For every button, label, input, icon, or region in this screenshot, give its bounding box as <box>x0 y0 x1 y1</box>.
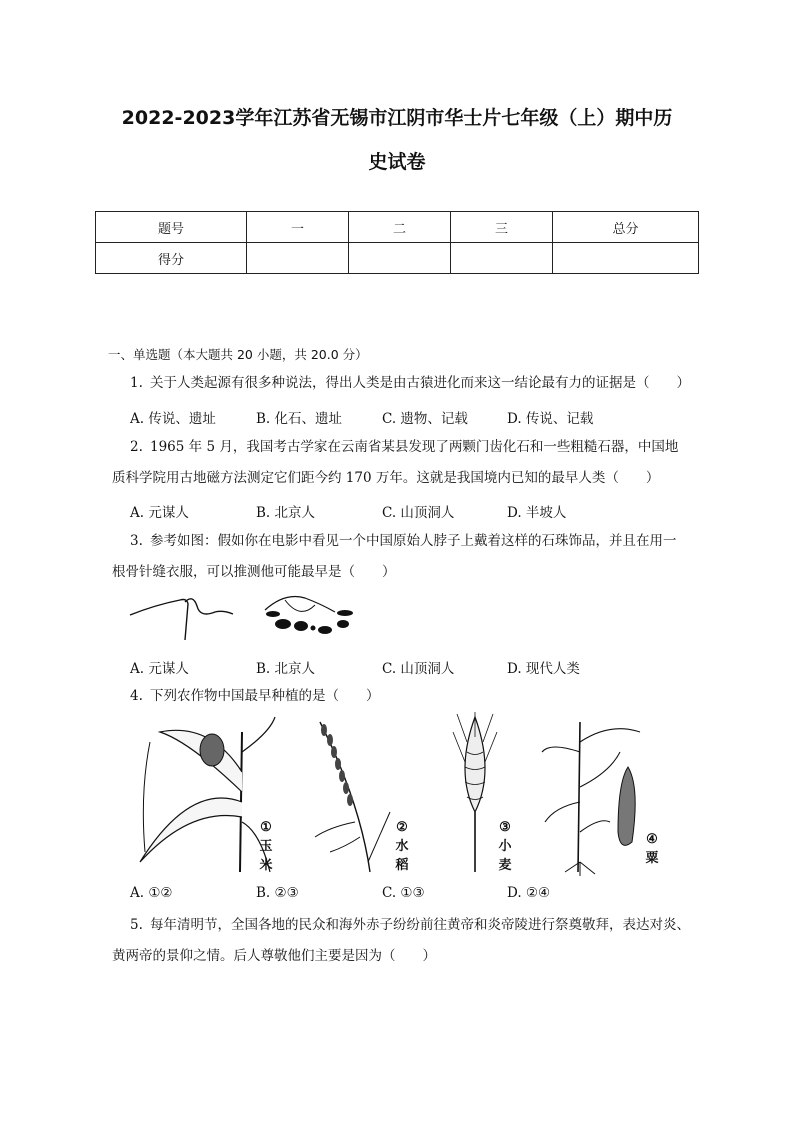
score-cell: 总分 <box>553 212 699 243</box>
question-text: 黄两帝的景仰之情。后人尊敬他们主要是因为（ ） <box>112 948 436 964</box>
plant-label-4 <box>644 830 660 868</box>
option-c: C. 山顶洞人 <box>382 661 455 677</box>
option-b: B. ②③ <box>256 885 299 901</box>
score-cell: 三 <box>451 212 553 243</box>
section-title: 一、单选题（本大题共 20 小题，共 20.0 分） <box>108 347 368 362</box>
plant-label-number: ③ <box>499 820 511 835</box>
question-1 <box>130 368 700 399</box>
plant-label-char: 麦 <box>498 858 512 873</box>
question-number: 3. <box>130 533 143 549</box>
exam-title-line2: 史试卷 <box>368 151 426 173</box>
question-number: 1. <box>130 375 143 391</box>
exam-title-line1: 2022-2023学年江苏省无锡市江阴市华士片七年级（上）期中历 <box>121 107 673 129</box>
plant-label-number: ② <box>396 820 408 835</box>
plant-label-char: 水 <box>395 839 409 854</box>
plant-label-2 <box>394 818 410 875</box>
option-d: D. ②④ <box>507 885 551 901</box>
question-3 <box>112 526 700 588</box>
bone-needle-and-beads-figure <box>125 590 375 645</box>
option-a: A. 元谋人 <box>130 505 189 521</box>
score-cell: 一 <box>247 212 349 243</box>
option-b: B. 北京人 <box>256 661 316 677</box>
score-input-cell <box>349 243 451 274</box>
plant-label-char: 米 <box>259 858 273 873</box>
question-text: 根骨针缝衣服，可以推测他可能最早是（ ） <box>112 564 396 580</box>
rice-illustration <box>300 712 400 877</box>
option-d: D. 现代人类 <box>507 661 580 677</box>
question-text: 下列农作物中国最早种植的是（ ） <box>150 688 380 704</box>
plant-label-char: 玉 <box>259 839 273 854</box>
question-text: 质科学院用古地磁方法测定它们距今约 170 万年。这就是我国境内已知的最早人类（ ） <box>112 470 660 486</box>
option-d: D. 传说、记载 <box>507 411 594 427</box>
option-d: D. 半坡人 <box>507 505 567 521</box>
option-c: C. ①③ <box>382 885 425 901</box>
score-table-score-row <box>96 243 699 274</box>
question-number: 5. <box>130 917 143 933</box>
score-table-header-row <box>96 212 699 243</box>
question-4 <box>130 681 700 712</box>
option-c: C. 山顶洞人 <box>382 505 455 521</box>
question-number: 2. <box>130 439 143 455</box>
option-b: B. 北京人 <box>256 505 316 521</box>
option-a: A. 传说、遗址 <box>130 411 216 427</box>
plant-label-char: 粟 <box>645 851 659 866</box>
plant-label-1 <box>258 818 274 875</box>
question-number: 4. <box>130 688 143 704</box>
question-text: 每年清明节，全国各地的民众和海外赤子纷纷前往黄帝和炎帝陵进行祭奠敬拜，表达对炎、 <box>150 917 690 933</box>
question-text: 参考如图：假如你在电影中看见一个中国原始人脖子上戴着这样的石珠饰品，并且在用一 <box>150 533 677 549</box>
score-input-cell <box>451 243 553 274</box>
wheat-illustration <box>445 712 505 877</box>
option-b: B. 化石、遗址 <box>256 411 343 427</box>
plant-label-number: ④ <box>646 832 658 847</box>
plant-label-number: ① <box>260 820 272 835</box>
option-a: A. ①② <box>130 885 173 901</box>
score-cell: 得分 <box>96 243 247 274</box>
question-text: 关于人类起源有很多种说法，得出人类是由古猿进化而来这一结论最有力的证据是（ ） <box>150 375 690 391</box>
score-input-cell <box>553 243 699 274</box>
question-5 <box>112 910 700 972</box>
question-text: 1965 年 5 月，我国考古学家在云南省某县发现了两颗门齿化石和一些粗糙石器，中国地 <box>150 439 679 455</box>
option-c: C. 遗物、记载 <box>382 411 468 427</box>
plant-label-char: 小 <box>498 839 512 854</box>
option-a: A. 元谋人 <box>130 661 189 677</box>
score-cell: 二 <box>349 212 451 243</box>
score-input-cell <box>247 243 349 274</box>
plant-label-char: 稻 <box>395 858 409 873</box>
plant-label-3 <box>497 818 513 875</box>
score-table <box>95 211 699 274</box>
millet-illustration <box>540 712 650 877</box>
score-cell: 题号 <box>96 212 247 243</box>
question-2 <box>112 432 700 494</box>
